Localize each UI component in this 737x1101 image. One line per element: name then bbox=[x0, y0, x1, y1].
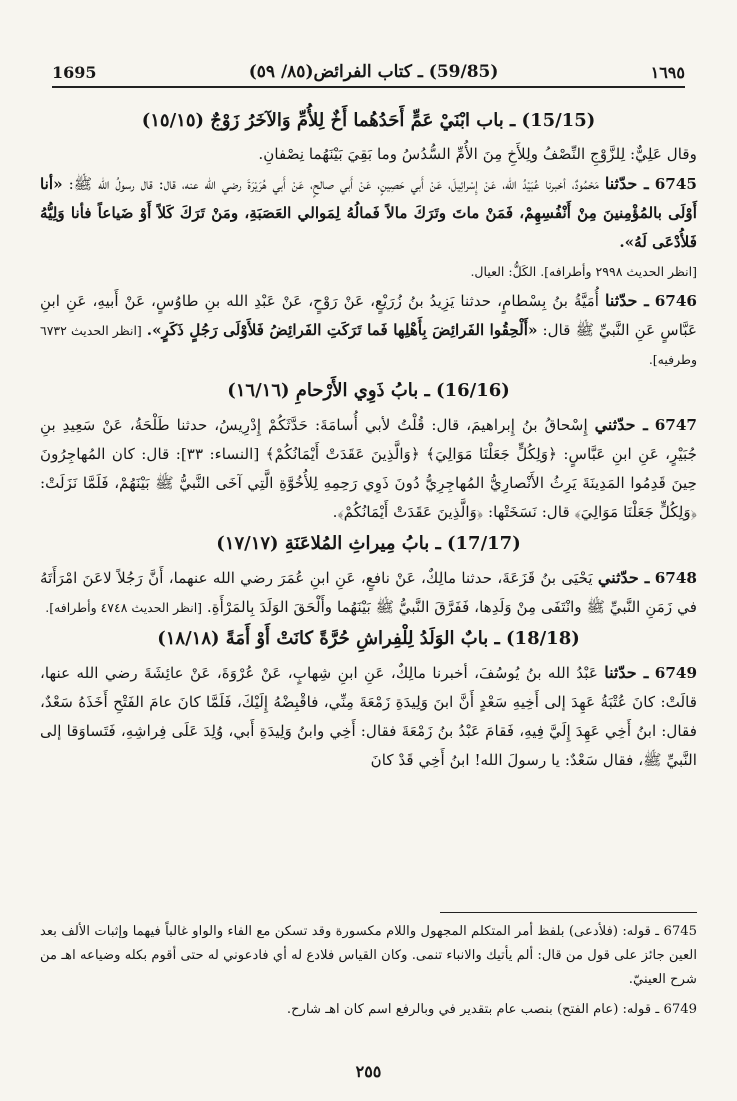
hadith-number: 6748 bbox=[654, 569, 698, 587]
chapter-heading: (15/15) ـ باب ابْنَيْ عَمٍّ أَحَدُهُما أَخٌ لِلأُمِّ وَالآخَرُ زَوْجٌ (١٥/١٥) bbox=[141, 110, 596, 131]
hadith-matn: «أنا أَوْلَى بالمُؤْمِنينَ مِنْ أَنْفُسِهِمْ، فَمَنْ ماتَ وتَرَكَ مالاً فَمالُهُ لِمَوالي العَصَبَةِ، ومَنْ تَرَكَ كَلاً أَوْ ضَياعاً فأنا وَلِيُّهُ فَلأُدْعَى لَهُ». bbox=[40, 175, 697, 251]
running-title: (59/85) ـ كتاب الفرائض(٨٥/ ٥٩) bbox=[248, 62, 499, 82]
hadith-chain: مَحْمُودٌ، أخبرنا عُبَيْدُ الله، عَنْ إِسْرائِيلَ، عَنْ أَبي حَصِينٍ، عَنْ أَبي صالحٍ، عَنْ أَبي هُرَيْرَةَ رضي الله عنه، قال: قال رسولُ الله ﷺ: bbox=[68, 175, 599, 193]
hadith-6749 bbox=[40, 658, 697, 775]
hadith-matn: «أَلْحِقُوا الفَرائِضَ بِأَهْلِها فَما تَرَكَتِ الفَرائِضُ فَلأَوْلَى رَجُلٍ ذَكَرٍ». bbox=[146, 321, 538, 339]
chapter-heading: (17/17) ـ بابُ مِيراثِ المُلاعَنَةِ (١٧/١٧) bbox=[216, 533, 521, 554]
hadith-6747 bbox=[40, 410, 697, 527]
hadith-lead: ـ حدّثنا bbox=[604, 291, 649, 310]
footnotes bbox=[40, 920, 697, 1040]
footnote: 6749 ـ قوله: (عام الفتح) بنصب عام بتقدير في وبالرفع اسم كان اهـ شارح. bbox=[286, 1002, 697, 1017]
page-number-footer: ٢٥٥ bbox=[355, 1062, 382, 1081]
hadith-lead: ـ حدّثنا bbox=[604, 174, 649, 193]
hadith-lead: ـ حدّثني bbox=[597, 568, 650, 587]
hadith-number: 6749 bbox=[654, 664, 698, 682]
hadith-reference: [انظر الحديث ٢٩٩٨ وأطرافه]. الكَلُّ: العيال. bbox=[470, 264, 697, 279]
footnote-divider bbox=[440, 912, 697, 913]
hadith-6746 bbox=[40, 286, 697, 374]
page-number-arabic: ١٦٩٥ bbox=[650, 62, 685, 82]
hadith-lead: ـ حدّثني bbox=[594, 415, 648, 434]
hadith-chain: يَحْيَى بنُ قَزَعَةَ، حدثنا مالِكٌ، عَنْ نافعٍ، عَنِ ابنِ عُمَرَ رضي الله عنهما، أَنَّ رَجُلاً لاعَنَ امْرَأَتَهُ في زَمَنِ النَّبيِّ ﷺ وانْتَفَى مِنْ وَلَدِها، فَفَرَّقَ النَّبيُّ ﷺ بَيْنَهُما وأَلْحَقَ الوَلَدَ بِالمَرْأَةِ. bbox=[40, 569, 697, 616]
hadith-lead: ـ حدّثنا bbox=[604, 663, 649, 682]
hadith-6748 bbox=[40, 563, 697, 622]
page-number-latin: 1695 bbox=[52, 62, 97, 82]
hadith-chain: أُمَيَّةُ بنُ بِسْطامٍ، حدثنا يَزِيدُ بنُ زُرَيْعٍ، عَنْ رَوْحٍ، عَنْ عَبْدِ الله بنِ طاوُسٍ، عَنْ أَبيهِ، عَنِ ابنِ عَبَّاسٍ عَنِ النَّبيِّ ﷺ قال: bbox=[40, 292, 698, 339]
hadith-reference: [انظر الحديث ٦٧٣٢ وطرفيه]. bbox=[40, 323, 697, 367]
hadith-6745 bbox=[40, 169, 697, 257]
hadith-number: 6745 bbox=[654, 175, 697, 193]
main-text bbox=[40, 104, 697, 904]
hadith-number: 6746 bbox=[654, 292, 698, 310]
hadith-number: 6747 bbox=[654, 416, 698, 434]
footnote: 6745 ـ قوله: (فلأدعى) بلفظ أمر المتكلم المجهول واللام مكسورة وقد تسكن مع الفاء والواو غالباً فيهما وإثبات الألف بعد العين جائز على قول من قال: ألم يأتيك والانباء تنمى. وكان القياس فلادع له أي فادعوني له حتى أقوم بكله وضياعه اهـ من شرح العينيّ. bbox=[40, 924, 697, 987]
chapter-heading: (16/16) ـ بابُ ذَوِي الأَرْحامِ (١٦/١٦) bbox=[227, 380, 510, 401]
running-header bbox=[52, 58, 685, 88]
hadith-chain: إِسْحاقُ بنُ إِبراهيمَ، قال: قُلْتُ لأبي أُسامَةَ: حَدَّثَكُمْ إِدْرِيسُ، حدثنا طَلْحَةُ، عَنْ سَعِيدِ بنِ جُبَيْرٍ، عَنِ ابنِ عَبَّاسٍ: ﴿وَلِكُلٍّ جَعَلْنَا مَوَالِيَ﴾ ﴿وَالَّذِينَ عَقَدَتْ أَيْمَانُكُمْ﴾ [النساء: ٣٣]: قال: كان المُهاجِرُونَ حِينَ قَدِمُوا المَدِينَةَ يَرِثُ الأَنْصارِيُّ المُهاجِرِيُّ دُونَ ذَوِي رَحِمِهِ لِلأُخُوَّةِ الَّتِي آخَى النَّبيُّ ﷺ بَيْنَهُمْ، فَلَمَّا نَزَلَتْ: ﴿وَلِكُلٍّ جَعَلْنَا مَوَالِيَ﴾ قال: نَسَخَتْها: ﴿وَالَّذِينَ عَقَدَتْ أَيْمَانُكُمْ﴾. bbox=[40, 416, 697, 521]
hadith-reference: [انظر الحديث ٤٧٤٨ وأطرافه]. bbox=[45, 600, 203, 615]
chapter-heading: (18/18) ـ بابٌ الوَلَدُ لِلْفِراشِ حُرَّةً كانَتْ أَوْ أَمَةً (١٨/١٨) bbox=[157, 628, 580, 649]
hadith-chain: عَبْدُ الله بنُ يُوسُفَ، أخبرنا مالِكٌ، عَنِ ابنِ شِهابٍ، عَنْ عُرْوَةَ، عَنْ عائِشَةَ رضي الله عنها، قالَتْ: كانَ عُتْبَةُ عَهِدَ إلى أَخِيهِ سَعْدٍ أَنَّ ابنَ وَلِيدَةِ زَمْعَةَ مِنِّي، فاقْبِضْهُ إِلَيْكَ، فَلَمَّا كانَ عامَ الفَتْحِ أَخَذَهُ سَعْدٌ، فقال: ابنُ أَخِي عَهِدَ إِلَيَّ فِيهِ، فَقامَ عَبْدُ بنُ زَمْعَةَ فقال: أَخِي وابنُ وَلِيدَةِ أَبي، وُلِدَ عَلَى فِراشِهِ، فَتَساوَقا إلى النَّبيِّ ﷺ، فقال سَعْدٌ: يا رسولَ الله! ابنُ أَخِي قَدْ كانَ bbox=[40, 664, 697, 769]
chapter-intro: وقال عَلِيٌّ: لِلزَّوْجِ النِّصْفُ ولِلأَخِ مِنَ الأُمِّ السُّدُسُ وما بَقِيَ بَيْنَهُما نِصْفانِ. bbox=[258, 145, 697, 163]
